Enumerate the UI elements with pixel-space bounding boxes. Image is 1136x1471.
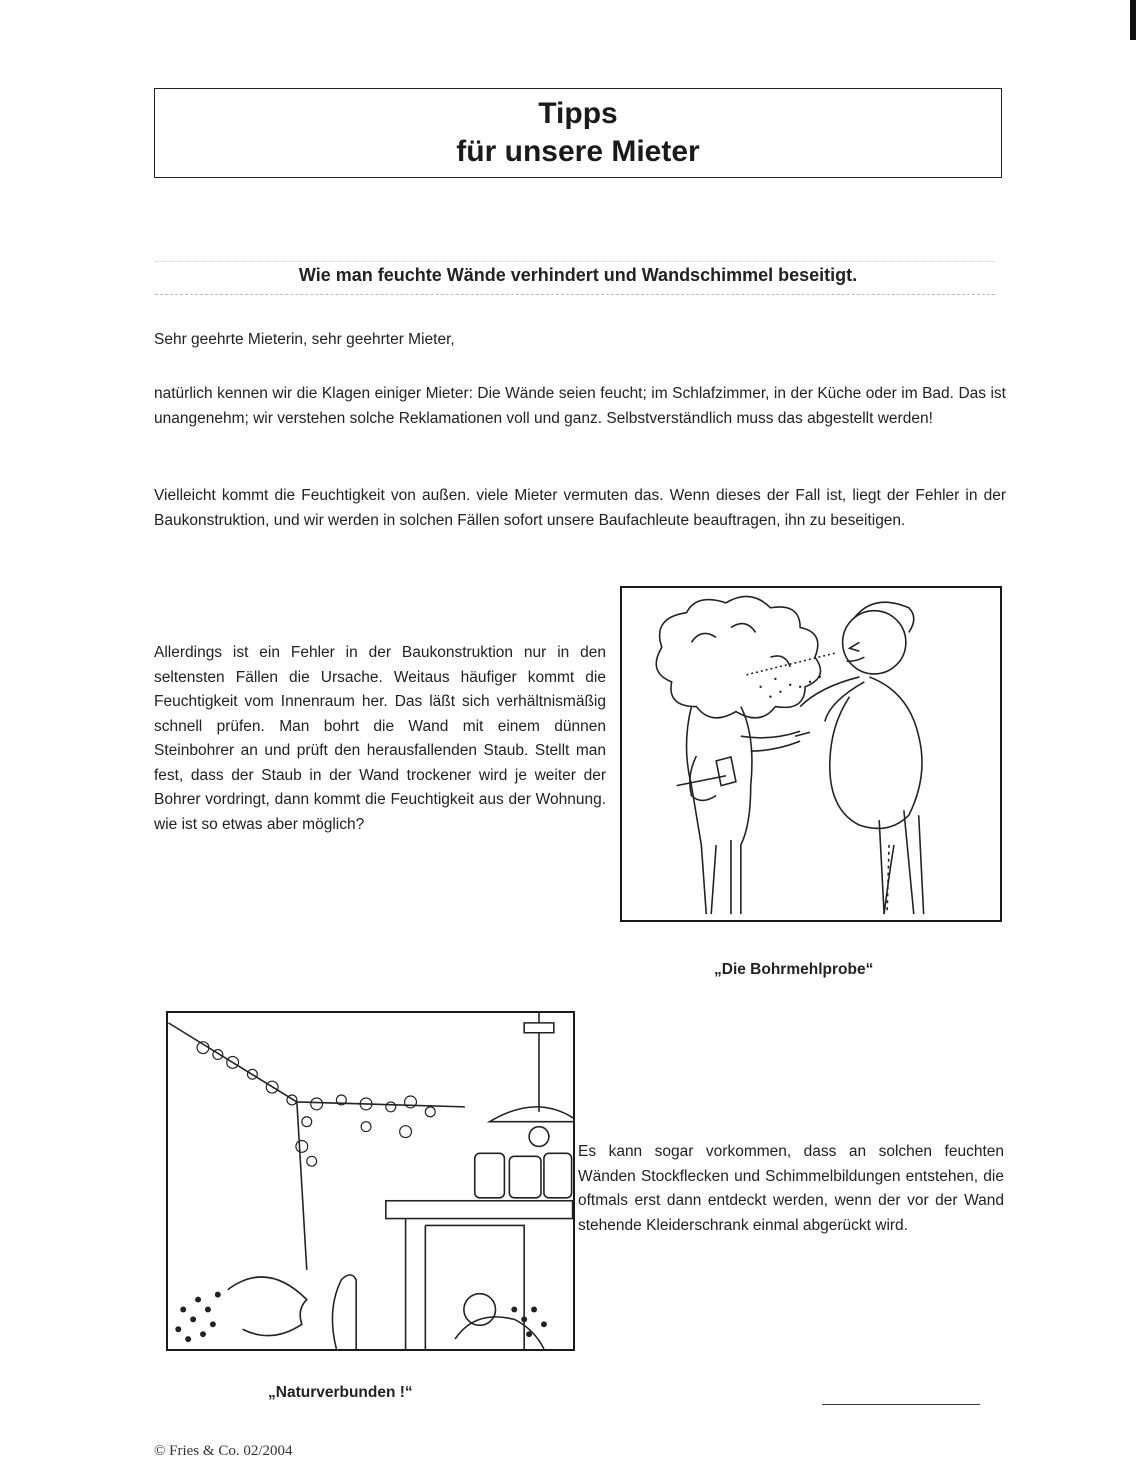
title-line-2: für unsere Mieter — [456, 135, 700, 168]
scan-edge-mark — [1130, 0, 1136, 40]
signature-line — [822, 1404, 980, 1405]
subtitle-rule-bottom — [155, 294, 995, 295]
subtitle: Wie man feuchte Wände verhindert und Wandschimmel beseitigt. — [298, 265, 858, 285]
cartoon-bohrmehlprobe-drawing — [622, 588, 1000, 920]
caption-naturverbunden: „Naturverbunden !“ — [268, 1384, 413, 1401]
paragraph-4: Es kann sogar vorkommen, dass an solchen feuchten Wänden Stockflecken und Schimmelbildungen entstehen, die oftmals erst dann entdeckt werden, wenn der vor der Wand stehende Kleiderschrank einmal abgerückt wird. — [578, 1143, 1004, 1234]
caption-bohrmehlprobe: „Die Bohrmehlprobe“ — [714, 961, 874, 978]
paragraph-2: Vielleicht kommt die Feuchtigkeit von außen. viele Mieter vermuten das. Wenn dieses der Fall ist, liegt der Fehler in der Baukonstruktion, und wir werden in solchen Fällen sofort unsere Baufachleute beauftragen, ihn zu beseitigen. — [154, 487, 1006, 529]
cartoon-naturverbunden — [166, 1011, 575, 1351]
subtitle-rule-top — [155, 261, 995, 262]
paragraph-3: Allerdings ist ein Fehler in der Baukonstruktion nur in den seltensten Fällen die Ursache. Weitaus häufiger kommt die Feuchtigkeit vom Innenraum her. Das läßt sich verhältnismäßig schnell prüfen. Man bohrt die Wand mit einem dünnen Steinbohrer an und prüft den herausfallenden Staub. Stellt man fest, dass der Staub in der Wand trockener wird je weiter der Bohrer vordringt, dann kommt die Feuchtigkeit aus der Wohnung. wie ist so etwas aber möglich? — [154, 644, 606, 833]
footer-copyright: © Fries & Co. 02/2004 — [154, 1443, 293, 1459]
title-box — [154, 88, 1002, 178]
greeting: Sehr geehrte Mieterin, sehr geehrter Mieter, — [154, 331, 455, 348]
cartoon-naturverbunden-drawing — [168, 1013, 573, 1349]
title-line-1: Tipps — [538, 97, 618, 130]
paragraph-1: natürlich kennen wir die Klagen einiger Mieter: Die Wände seien feucht; im Schlafzimmer, in der Küche oder im Bad. Das ist unangenehm; wir verstehen solche Reklamationen voll und ganz. Selbstverständlich muss das abgestellt werden! — [154, 385, 1006, 427]
cartoon-bohrmehlprobe — [620, 586, 1002, 922]
